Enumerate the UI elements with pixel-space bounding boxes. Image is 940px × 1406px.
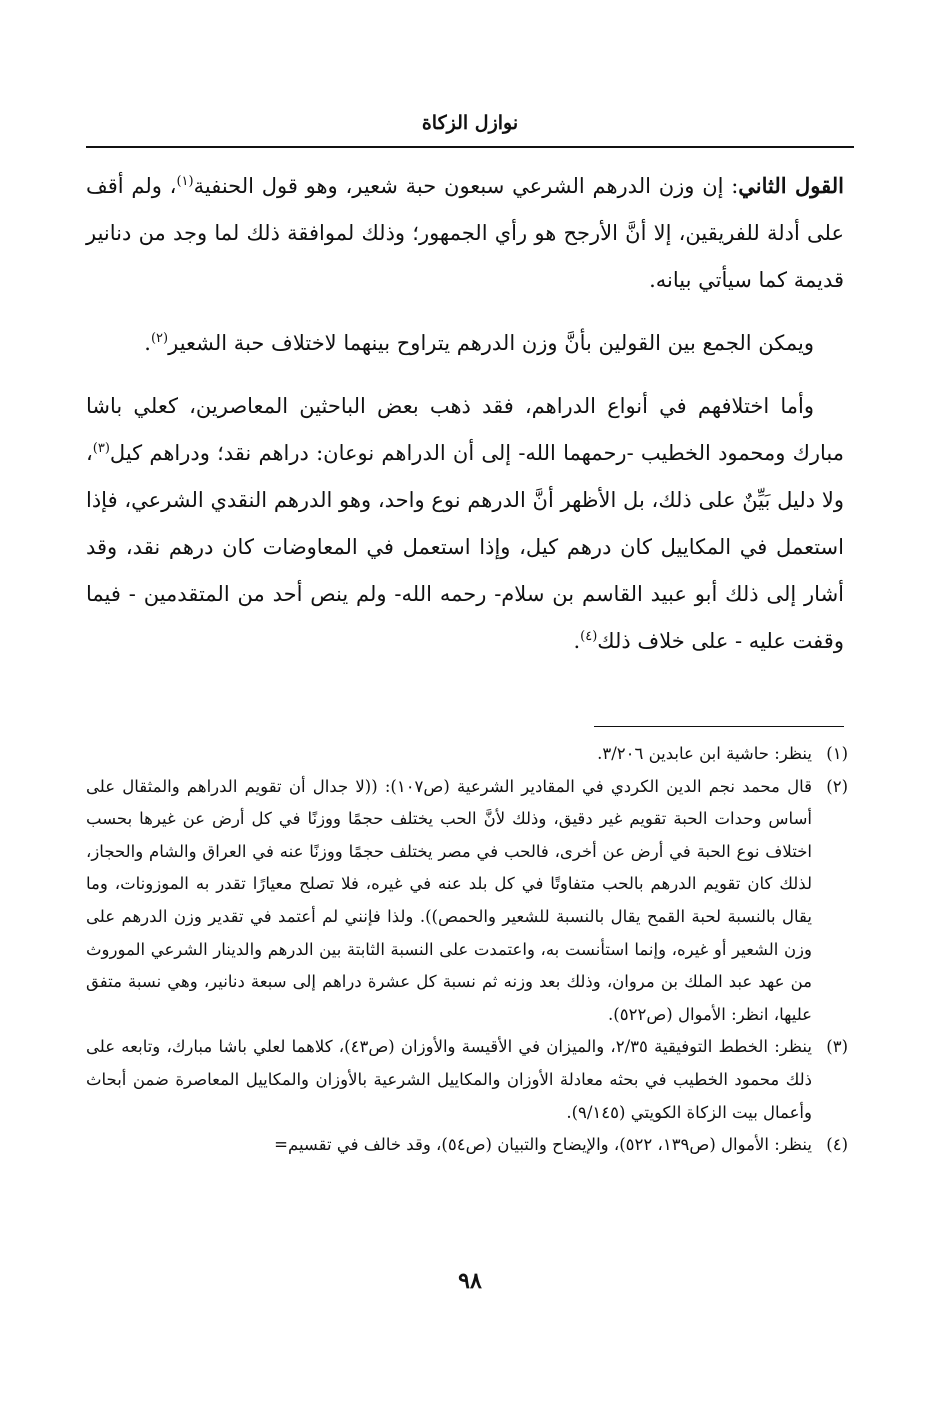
footnote-ref-2[interactable]: (٢) [150,331,169,346]
footnote-4 [86,1129,848,1162]
footnote-rule [594,726,844,727]
paragraph-2-tail: . [144,331,151,355]
page-number: ٩٨ [458,1268,482,1294]
paragraph-3-tail: ، ولا دليل بَيِّنٌ على ذلك، بل الأظهر أنَّ الدرهم نوع واحد، وهو الدرهم النقدي الشرعي، فإذا استعمل في المكاييل كان درهم كيل، وإذا استعمل في المعاوضات كان درهم نقد، وقد أشار إلى ذلك أبو عبيد القاسم بن سلام- رحمه الله- ولم ينص أحد من المتقدمين - فيما وقفت عليه - على خلاف ذلك [86,441,844,653]
footnote-number: (٤) [826,1135,848,1155]
footnote-text: ينظر: حاشية ابن عابدين ٣/٢٠٦. [597,744,812,763]
footnote-3 [86,1031,848,1129]
paragraph-1-tail: ، ولم أقف على أدلة للفريقين، إلا أنَّ الأرجح هو رأي الجمهور؛ وذلك لموافقة ذلك لما وجد من دنانير قديمة كما سيأتي بيانه. [86,174,844,292]
paragraph-3-text: وأما اختلافهم في أنواع الدراهم، فقد ذهب بعض الباحثين المعاصرين، كعلي باشا مبارك ومحمود الخطيب -رحمهما الله- إلى أن الدراهم نوعان: دراهم نقد؛ ودراهم كيل [86,394,844,465]
footnote-number: (٢) [826,776,848,796]
header-rule [86,146,854,148]
paragraph-3 [86,383,844,665]
footnote-text: قال محمد نجم الدين الكردي في المقادير الشرعية (ص١٠٧): ((لا جدال أن تقويم الدراهم والمثقال على أساس وحدات الحبة تقويم غير دقيق، وذلك لأنَّ الحب يختلف حجمًا ووزنًا في كل أرض عن غيرها بحسب اختلاف نوع الحبة في أرض عن أخرى، فالحب في مصر يختلف حجمًا ووزنًا عنه في العراق والشام والحجاز، لذلك كان تقويم الدرهم بالحب متفاوتًا في كل بلد عنه في غيره، فلا تصلح معيارًا تقدر به الموزونات، وما يقال بالنسبة لحبة القمح يقال بالنسبة للشعير والحمص)). ولذا فإنني لم أعتمد في تقدير وزن الدرهم على وزن الشعير أو غيره، وإنما استأنست به، واعتمدت على النسبة الثابتة بين الدرهم والدينار الشرعي الموروث من عهد عبد الملك بن مروان، وذلك بعد وزنه ثم نسبة كل عشرة دراهم إلى سبعة دنانير، وهي نسبة متفق عليها، انظر: الأموال (ص٥٢٢). [86,776,812,1024]
footnotes [86,738,848,1162]
footnote-2 [86,771,848,1032]
footnote-ref-4[interactable]: (٤) [580,629,598,644]
footnote-text: ينظر: الأموال (ص١٣٩، ٥٢٢)، والإيضاح والتبيان (ص٥٤)، وقد خالف في تقسيم= [274,1135,812,1155]
paragraph-1-lead: القول الثاني [738,173,844,198]
paragraph-1 [86,162,844,304]
paragraph-2 [86,320,844,367]
footnote-ref-3[interactable]: (٣) [92,441,110,456]
footnote-number: (٣) [826,1037,848,1057]
paragraph-2-text: ويمكن الجمع بين القولين بأنَّ وزن الدرهم يتراوح بينهما لاختلاف حبة الشعير [168,331,814,355]
footnote-ref-1[interactable]: (١) [176,174,194,189]
footnote-number: (١) [826,744,848,763]
running-head: نوازل الزكاة [421,112,519,134]
footnote-text: ينظر: الخطط التوفيقية ٢/٣٥، والميزان في الأقيسة والأوزان (ص٤٣)، كلاهما لعلي باشا مبارك، وتابعه على ذلك محمود الخطيب في بحثه معادلة الأوزان والمكاييل الشرعية بالأوزان والمكاييل المعاصرة ضمن أبحاث وأعمال بيت الزكاة الكويتي (٩/١٤٥). [86,1037,812,1122]
main-text [86,162,844,681]
paragraph-3-tail-2: . [573,629,581,653]
paragraph-1-text: : إن وزن الدرهم الشرعي سبعون حبة شعير، وهو قول الحنفية [193,174,739,198]
footnote-1 [86,738,848,771]
